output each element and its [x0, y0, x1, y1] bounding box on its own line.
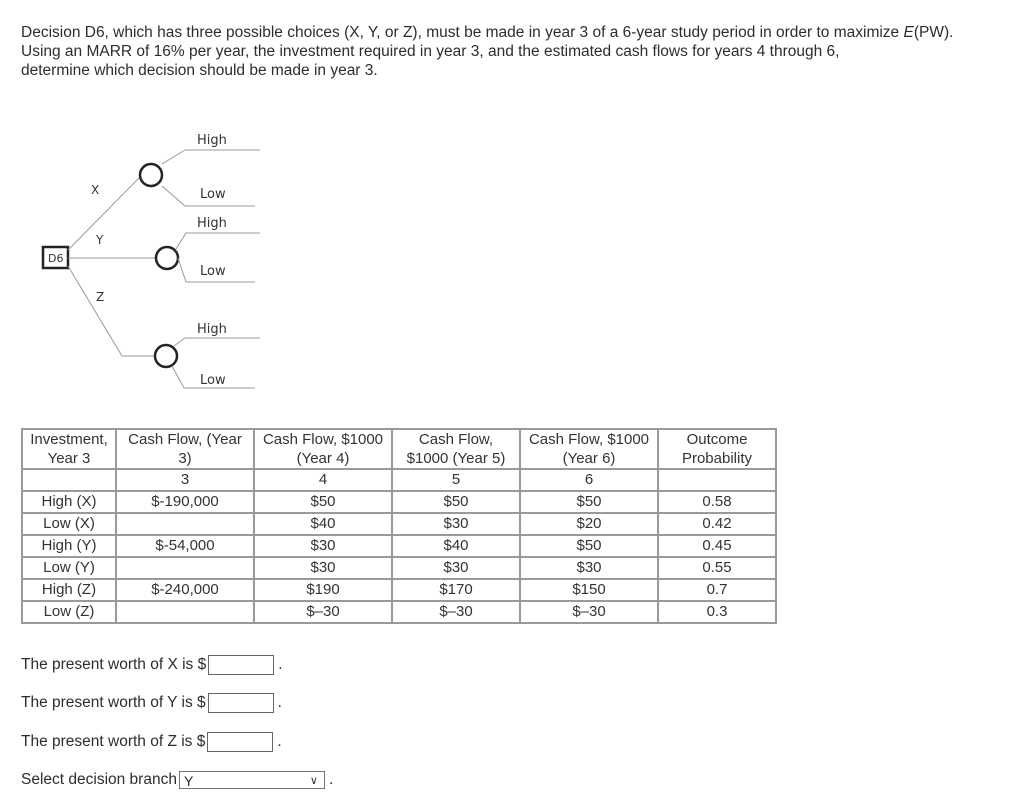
- pw-x-input[interactable]: [208, 655, 274, 675]
- table-row: Low (Y) $30 $30 $30 0.55: [22, 557, 776, 579]
- epw-e: E: [903, 24, 914, 41]
- problem-statement: [21, 23, 1011, 80]
- header-cell: Cash Flow, (Year 3): [116, 429, 254, 469]
- select-label: Select decision branch: [21, 771, 177, 789]
- branch-x-label: X: [91, 183, 100, 197]
- header-cell: Cash Flow, $1000 (Year 6): [520, 429, 658, 469]
- x-high-label: High: [197, 133, 227, 148]
- pw-x-period: .: [278, 656, 283, 674]
- decision-branch-select[interactable]: [179, 771, 325, 789]
- branch-z-line: [68, 266, 122, 356]
- select-period: .: [328, 771, 334, 789]
- decision-tree: [0, 120, 280, 400]
- problem-line-3: determine which decision should be made in year 3.: [21, 62, 378, 79]
- cash-flow-table: [21, 428, 777, 624]
- table-row: High (Y) $-54,000 $30 $40 $50 0.45: [22, 535, 776, 557]
- pw-z-input[interactable]: [207, 732, 273, 752]
- pw-z-row: [21, 732, 282, 752]
- header-cell: Cash Flow, $1000 (Year 5): [392, 429, 520, 469]
- y-high-line: [176, 233, 186, 249]
- branch-x-line: [68, 177, 140, 250]
- problem-line-1: Decision D6, which has three possible choices (X, Y, or Z), must be made in year 3 of a 6-year study period in order to maximize: [21, 24, 904, 41]
- pw-y-label: The present worth of Y is $: [21, 694, 206, 712]
- x-low-line: [162, 186, 185, 206]
- x-high-line: [162, 150, 185, 164]
- table-row: High (Z) $-240,000 $190 $170 $150 0.7: [22, 579, 776, 601]
- header-cell: Outcome Probability: [658, 429, 776, 469]
- problem-line-2: Using an MARR of 16% per year, the investment required in year 3, and the estimated cash flows for years 4 through 6,: [21, 43, 840, 60]
- z-high-label: High: [197, 322, 227, 337]
- z-low-line: [172, 366, 184, 388]
- pw-y-row: [21, 693, 282, 713]
- table-header-row: [22, 429, 776, 469]
- z-low-label: Low: [200, 373, 226, 388]
- pw-x-label: The present worth of X is $: [21, 656, 207, 674]
- decision-node-label: D6: [48, 252, 64, 265]
- x-low-label: Low: [200, 187, 226, 202]
- header-cell: Investment, Year 3: [22, 429, 116, 469]
- pw-z-period: .: [277, 733, 282, 751]
- pw-y-period: .: [277, 694, 282, 712]
- table-row: Low (Z) $–30 $–30 $–30 0.3: [22, 601, 776, 623]
- branch-z-label: Z: [96, 290, 105, 304]
- chance-node-y: [156, 247, 178, 269]
- pw-x-row: [21, 655, 283, 675]
- pw-z-label: The present worth of Z is $: [21, 733, 206, 751]
- select-value: Y: [183, 773, 194, 789]
- decision-select-row: [21, 771, 333, 789]
- table-row: High (X) $-190,000 $50 $50 $50 0.58: [22, 491, 776, 513]
- chance-node-z: [155, 345, 177, 367]
- branch-y-label: Y: [96, 233, 104, 247]
- year-row: 3 4 5 6: [22, 469, 776, 491]
- z-high-line: [174, 338, 185, 346]
- table-row: Low (X) $40 $30 $20 0.42: [22, 513, 776, 535]
- y-high-label: High: [197, 216, 227, 231]
- y-low-line: [178, 258, 186, 282]
- chevron-down-icon: ∨: [309, 775, 318, 787]
- epw-rest: (PW).: [913, 24, 954, 41]
- pw-y-input[interactable]: [208, 693, 274, 713]
- chance-node-x: [140, 164, 162, 186]
- y-low-label: Low: [200, 264, 226, 279]
- header-cell: Cash Flow, $1000 (Year 4): [254, 429, 392, 469]
